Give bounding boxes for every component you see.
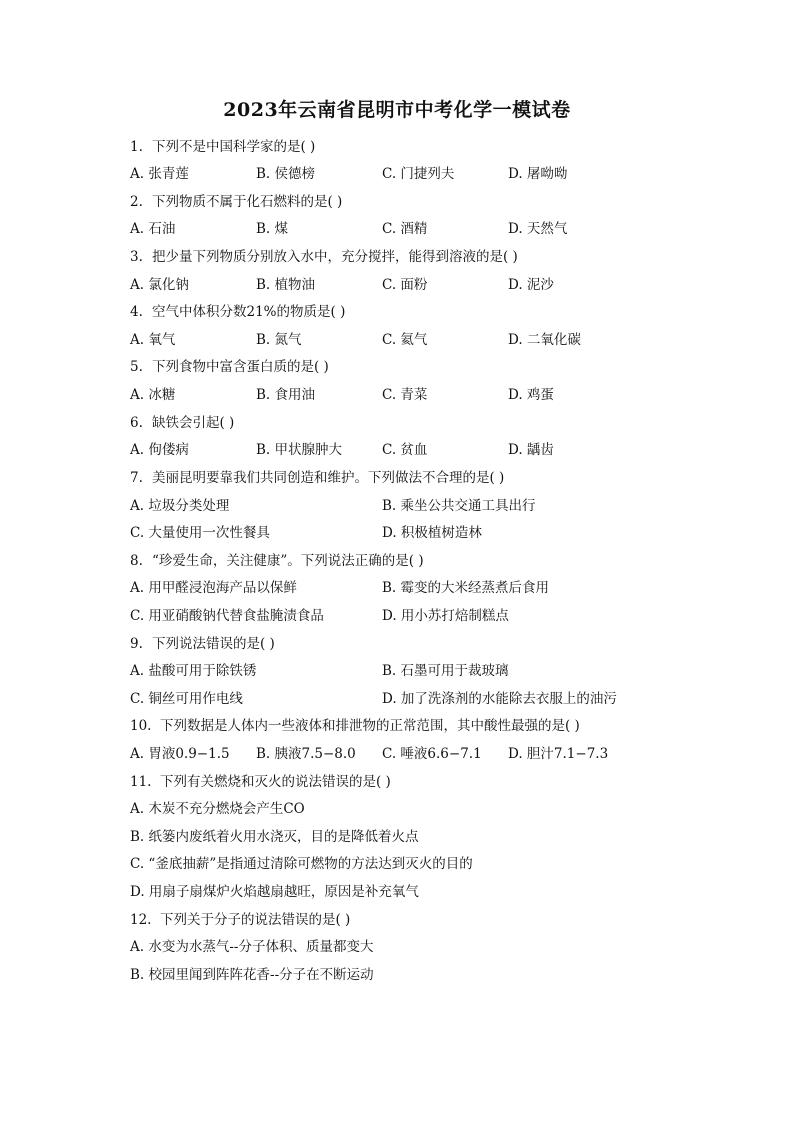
option-d: D. 二氧化碳: [508, 332, 581, 348]
option-c: C. “釜底抽薪”是指通过清除可燃物的方法达到灭火的目的: [130, 856, 473, 872]
question-number: 7.: [130, 470, 143, 486]
option-c: C. 酒精: [382, 221, 428, 237]
option-c: C. 用亚硝酸钠代替食盐腌渍食品: [130, 608, 324, 624]
question-stem: [130, 302, 345, 322]
question-stem: [130, 413, 234, 433]
option-d: D. 鸡蛋: [508, 387, 554, 403]
option-a: A. 冰糖: [130, 387, 176, 403]
question-number: 11.: [130, 774, 152, 790]
option-a: A. 胃液0.9−1.5: [130, 746, 230, 762]
option-a: A. 石油: [130, 221, 176, 237]
question-text: 美丽昆明要靠我们共同创造和维护。下列做法不合理的是( ): [152, 470, 505, 486]
option-b: B. 胰液7.5−8.0: [256, 746, 356, 762]
question-text: “珍爱生命，关注健康”。下列说法正确的是( ): [152, 553, 424, 569]
question-number: 6.: [130, 415, 143, 431]
option-d: D. 屠呦呦: [508, 166, 568, 182]
question-text: 缺铁会引起( ): [152, 415, 235, 431]
option-b: B. 煤: [256, 221, 289, 237]
option-c: C. 门捷列夫: [382, 166, 455, 182]
question-text: 下列关于分子的说法错误的是( ): [160, 912, 351, 928]
question-stem: [130, 910, 350, 930]
question-number: 9.: [130, 636, 143, 652]
question-text: 下列有关燃烧和灭火的说法错误的是( ): [160, 774, 391, 790]
option-a: A. 张青莲: [130, 166, 189, 182]
option-d: D. 天然气: [508, 221, 568, 237]
exam-title: 2023年云南省昆明市中考化学一模试卷: [223, 99, 571, 121]
option-c: C. 氦气: [382, 332, 428, 348]
question-text: 空气中体积分数21%的物质是( ): [152, 304, 346, 320]
option-b: B. 侯德榜: [256, 166, 316, 182]
question-number: 4.: [130, 304, 143, 320]
question-number: 8.: [130, 553, 143, 569]
question-text: 下列说法错误的是( ): [152, 636, 275, 652]
option-d: D. 胆汁7.1−7.3: [508, 746, 609, 762]
option-a: A. 佝偻病: [130, 442, 189, 458]
question-stem: [130, 772, 391, 792]
option-b: B. 石墨可用于裁玻璃: [382, 663, 509, 679]
option-d: D. 用扇子扇煤炉火焰越扇越旺，原因是补充氧气: [130, 884, 419, 900]
option-d: D. 用小苏打焙制糕点: [382, 608, 509, 624]
option-a: A. 水变为水蒸气--分子体积、质量都变大: [130, 939, 374, 955]
option-c: C. 青菜: [382, 387, 428, 403]
question-number: 12.: [130, 912, 152, 928]
option-c: C. 唾液6.6−7.1: [382, 746, 482, 762]
question-stem: [130, 468, 504, 488]
option-d: D. 加了洗涤剂的水能除去衣服上的油污: [382, 691, 617, 707]
question-stem: [130, 357, 329, 377]
option-a: A. 用甲醛浸泡海产品以保鲜: [130, 580, 297, 596]
option-c: C. 面粉: [382, 277, 428, 293]
question-number: 2.: [130, 194, 143, 210]
question-number: 1.: [130, 139, 143, 155]
question-stem: [130, 634, 275, 654]
question-number: 5.: [130, 359, 143, 375]
option-b: B. 氮气: [256, 332, 302, 348]
option-d: D. 龋齿: [508, 442, 554, 458]
option-a: A. 氧气: [130, 332, 176, 348]
option-a: A. 木炭不充分燃烧会产生CO: [130, 801, 305, 817]
question-text: 下列数据是人体内一些液体和排泄物的正常范围，其中酸性最强的是( ): [160, 718, 580, 734]
option-a: A. 盐酸可用于除铁锈: [130, 663, 257, 679]
option-b: B. 纸篓内废纸着火用水浇灭，目的是降低着火点: [130, 829, 419, 845]
question-number: 3.: [130, 249, 143, 265]
option-a: A. 氯化钠: [130, 277, 189, 293]
question-text: 把少量下列物质分别放入水中，充分搅拌，能得到溶液的是( ): [152, 249, 518, 265]
question-text: 下列不是中国科学家的是( ): [152, 139, 316, 155]
option-c: C. 贫血: [382, 442, 428, 458]
question-stem: [130, 137, 315, 157]
option-d: D. 积极植树造林: [382, 525, 482, 541]
option-c: C. 铜丝可用作电线: [130, 691, 243, 707]
option-a: A. 垃圾分类处理: [130, 498, 230, 514]
option-b: B. 校园里闻到阵阵花香--分子在不断运动: [130, 967, 374, 983]
option-b: B. 霉变的大米经蒸煮后食用: [382, 580, 550, 596]
question-stem: [130, 192, 342, 212]
question-stem: [130, 551, 424, 571]
question-text: 下列食物中富含蛋白质的是( ): [152, 359, 329, 375]
question-stem: [130, 716, 580, 736]
option-b: B. 植物油: [256, 277, 316, 293]
question-number: 10.: [130, 718, 152, 734]
option-d: D. 泥沙: [508, 277, 554, 293]
option-b: B. 食用油: [256, 387, 316, 403]
option-c: C. 大量使用一次性餐具: [130, 525, 270, 541]
option-b: B. 甲状腺肿大: [256, 442, 343, 458]
option-b: B. 乘坐公共交通工具出行: [382, 498, 536, 514]
question-stem: [130, 247, 518, 267]
question-text: 下列物质不属于化石燃料的是( ): [152, 194, 343, 210]
